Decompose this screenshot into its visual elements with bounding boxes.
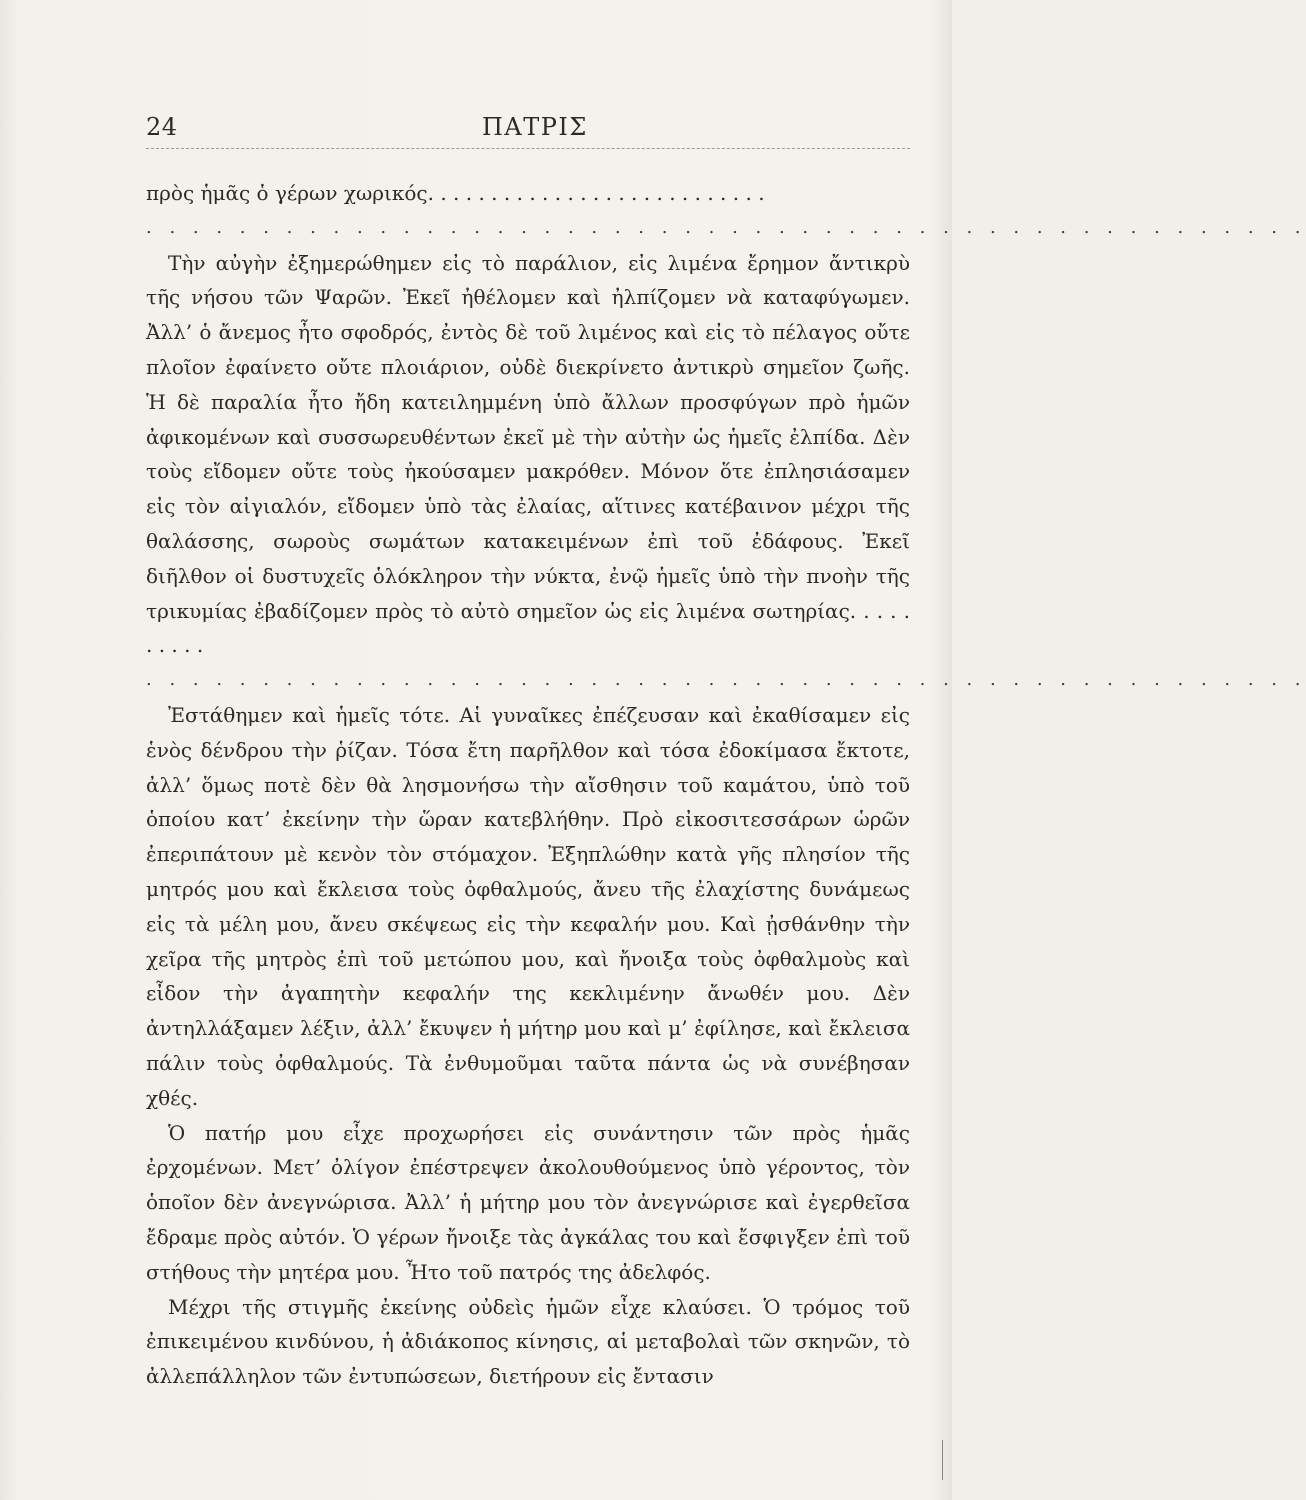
header-rule (146, 148, 910, 149)
margin-mark (942, 1440, 943, 1480)
running-head (146, 113, 910, 147)
ellipsis-line: . . . . . . . . . . . . . . . . . . . . . . . . . . . . . . . . . . . . . . . . . . . . . . . . . . (146, 216, 1306, 238)
paragraph: Ἐστάθημεν καὶ ἡμεῖς τότε. Αἱ γυναῖκες ἐπέζευσαν καὶ ἐκαθίσαμεν εἰς ἑνὸς δένδρου τὴν ῥίζαν. Τόσα ἔτη παρῆλθον καὶ τόσα ἐδοκίμασα ἔκτοτε, ἀλλ’ ὅμως ποτὲ δὲν θὰ λησμονήσω τὴν αἴσθησιν τοῦ καμάτου, ὑπὸ τοῦ ὁποίου κατ’ ἐκείνην τὴν ὥραν κατεβλήθην. Πρὸ εἰκοσιτεσσάρων ὡρῶν ἐπεριπάτουν μὲ κενὸν τὸν στόμαχον. Ἐξηπλώθην κατὰ γῆς πλησίον τῆς μητρός μου καὶ ἔκλεισα τοὺς ὀφθαλμούς, ἄνευ τῆς ἐλαχίστης δυνάμεως εἰς τὰ μέλη μου, ἄνευ σκέψεως εἰς τὴν κεφαλήν μου. Καὶ ᾐσθάνθην τὴν χεῖρα τῆς μητρὸς ἐπὶ τοῦ μετώπου μου, καὶ ἤνοιξα τοὺς ὀφθαλμοὺς καὶ εἶδον τὴν ἀγαπητὴν κεφαλήν της κεκλιμένην ἄνωθέν μου. Δὲν ἀντηλλάξαμεν λέξιν, ἀλλ’ ἔκυψεν ἡ μήτηρ μου καὶ μ’ ἐφίλησε, καὶ ἔκλεισα πάλιν τοὺς ὀφθαλμούς. Τὰ ἐνθυμοῦμαι ταῦτα πάντα ὡς νὰ συνέβησαν χθές. (146, 702, 910, 1110)
paragraph-continuation: πρὸς ἡμᾶς ὁ γέρων χωρικός. . . . . . . . . . . . . . . . . . . . . . . . . . . (146, 181, 765, 205)
paragraph: Τὴν αὐγὴν ἐξημερώθημεν εἰς τὸ παράλιον, εἰς λιμένα ἔρημον ἄντικρὺ τῆς νήσου τῶν Ψαρῶν. Ἐκεῖ ἠθέλομεν καὶ ἠλπίζομεν νὰ καταφύγωμεν. Ἀλλ’ ὁ ἄνεμος ἦτο σφοδρός, ἐντὸς δὲ τοῦ λιμένος καὶ εἰς τὸ πέλαγος οὔτε πλοῖον ἐφαίνετο οὔτε πλοιάριον, οὐδὲ διεκρίνετο ἀντικρὺ σημεῖον ζωῆς. Ἡ δὲ παραλία ἦτο ἤδη κατειλημμένη ὑπὸ ἄλλων προσφύγων πρὸ ἡμῶν ἀφικομένων καὶ συσσωρευθέντων ἐκεῖ μὲ τὴν αὐτὴν ὡς ἡμεῖς ἐλπίδα. Δὲν τοὺς εἴδομεν οὔτε τοὺς ἠκούσαμεν μακρόθεν. Μόνον ὅτε ἐπλησιάσαμεν εἰς τὸν αἰγιαλόν, εἴδομεν ὑπὸ τὰς ἐλαίας, αἵτινες κατέβαινον μέχρι τῆς θαλάσσης, σωροὺς σωμάτων κατακειμένων ἐπὶ τοῦ ἐδάφους. Ἐκεῖ διῆλθον οἱ δυστυχεῖς ὁλόκληρον τὴν νύκτα, ἐνῷ ἡμεῖς ὑπὸ τὴν πνοὴν τῆς τρικυμίας ἐβαδίζομεν πρὸς τὸ αὐτὸ σημεῖον ὡς εἰς λιμένα σωτηρίας. . . . . . . . . . (146, 250, 910, 658)
running-title: ΠΑΤΡΙΣ (482, 113, 588, 141)
page-number: 24 (146, 113, 178, 141)
body-text (146, 176, 1306, 1394)
paragraph: Μέχρι τῆς στιγμῆς ἐκείνης οὐδεὶς ἡμῶν εἶχε κλαύσει. Ὁ τρόμος τοῦ ἐπικειμένου κινδύνου, ἡ ἀδιάκοπος κίνησις, αἱ μεταβολαὶ τῶν σκηνῶν, τὸ ἀλλεπάλληλον τῶν ἐντυπώσεων, διετήρουν εἰς ἔντασιν (146, 1294, 910, 1389)
paragraph: Ὁ πατήρ μου εἶχε προχωρήσει εἰς συνάντησιν τῶν πρὸς ἡμᾶς ἐρχομένων. Μετ’ ὀλίγον ἐπέστρεψεν ἀκολουθούμενος ὑπὸ γέροντος, τὸν ὁποῖον δὲν ἀνεγνώρισα. Ἀλλ’ ἡ μήτηρ μου τὸν ἀνεγνώρισε καὶ ἐγερθεῖσα ἔδραμε πρὸς αὐτόν. Ὁ γέρων ἤνοιξε τὰς ἀγκάλας του καὶ ἔσφιγξεν ἐπὶ τοῦ στήθους τὴν μητέρα μου. Ἦτο τοῦ πατρός της ἀδελφός. (146, 1120, 910, 1284)
ellipsis-line: . . . . . . . . . . . . . . . . . . . . . . . . . . . . . . . . . . . . . . . . . . . . . . . . . . (146, 669, 1306, 691)
